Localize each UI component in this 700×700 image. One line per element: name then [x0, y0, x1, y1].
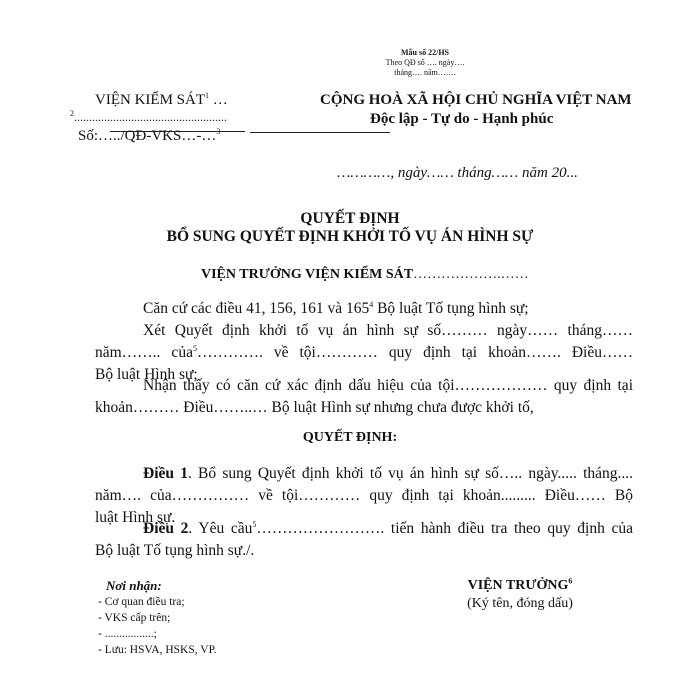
authority-dots: ……………….…… [413, 267, 529, 282]
title-line-2: BỔ SUNG QUYẾT ĐỊNH KHỞI TỐ VỤ ÁN HÌNH SỰ [166, 228, 534, 245]
article-1-line-2: năm…. của…………… về tội………… quy định tại khoản......... Điều…… Bộ [95, 487, 633, 504]
document-number: Số:…../QĐ-VKS…-…$^3$ [78, 127, 221, 144]
nation-motto: Độc lập - Tự do - Hạnh phúc [370, 111, 554, 127]
article-2-line-1: Điều 2. Yêu cầu$^5$……………………. tiến hành điều tra theo quy định của [143, 519, 633, 537]
form-code [370, 48, 480, 78]
article-1-label: Điều 1 [143, 465, 188, 482]
decision-heading: QUYẾT ĐỊNH: [302, 430, 398, 445]
signature-title: VIỆN TRƯỞNG$^6$ [467, 576, 573, 593]
authority-label: VIỆN TRƯỞNG VIỆN KIỂM SÁT [201, 267, 414, 282]
motto-underline [250, 132, 390, 133]
date-line: …………, ngày…… tháng…… năm 20... [337, 165, 578, 181]
basis-paragraph-3-line-1: Nhận thấy có căn cứ xác định dấu hiệu của tội……………… quy định tại [143, 377, 633, 394]
form-code-number: Mẫu số 22/HS [400, 48, 449, 57]
document-title [0, 210, 700, 246]
agency-name: VIỆN KIỂM SÁT$^1$ … [95, 91, 228, 108]
article-1-line-3: luật Hình sự. [95, 509, 176, 526]
basis-paragraph-1: Căn cứ các điều 41, 156, 161 và $165^4$ Bộ luật Tố tụng hình sự; [143, 299, 529, 317]
basis-paragraph-2-line-2: năm…….. của$^5$…………. về tội………… quy định tại khoản……. Điều…… [95, 343, 633, 361]
form-code-decision: Theo QĐ số …. ngày…. [385, 58, 465, 67]
title-line-1: QUYẾT ĐỊNH [300, 210, 400, 227]
recipient-item: - VKS cấp trên; [98, 612, 171, 624]
basis-paragraph-3-line-2: khoản……… Điều……..… Bộ luật Hình sự nhưng chưa được khởi tố, [95, 399, 534, 416]
basis-paragraph-2-line-3: Bộ luật Hình sự; [95, 366, 198, 383]
authority-line [201, 267, 529, 283]
recipients-title: Nơi nhận: [106, 578, 162, 593]
recipients-block [98, 578, 217, 658]
nation-title: CỘNG HOÀ XÃ HỘI CHỦ NGHĨA VIỆT NAM [320, 92, 632, 108]
signature-note: (Ký tên, đóng dấu) [467, 596, 573, 611]
article-1-line-1: Điều 1. Bổ sung Quyết định khởi tố vụ án hình sự số….. ngày..... tháng.... [143, 465, 634, 482]
agency-dots-line: $^2$................................................... [70, 109, 227, 124]
article-2-line-2: Bộ luật Tố tụng hình sự./. [95, 542, 255, 559]
signature-block [430, 578, 610, 612]
basis-paragraph-2-line-1: Xét Quyết định khởi tố vụ án hình sự số……… ngày…… tháng…… [143, 322, 633, 339]
form-code-date: tháng…. năm……. [394, 68, 456, 77]
recipient-item: - Lưu: HSVA, HSKS, VP. [98, 644, 217, 656]
agency-underline [110, 131, 245, 132]
recipient-item: - .................; [98, 628, 157, 640]
recipient-item: - Cơ quan điều tra; [98, 596, 185, 608]
article-2-label: Điều 2 [143, 520, 189, 537]
